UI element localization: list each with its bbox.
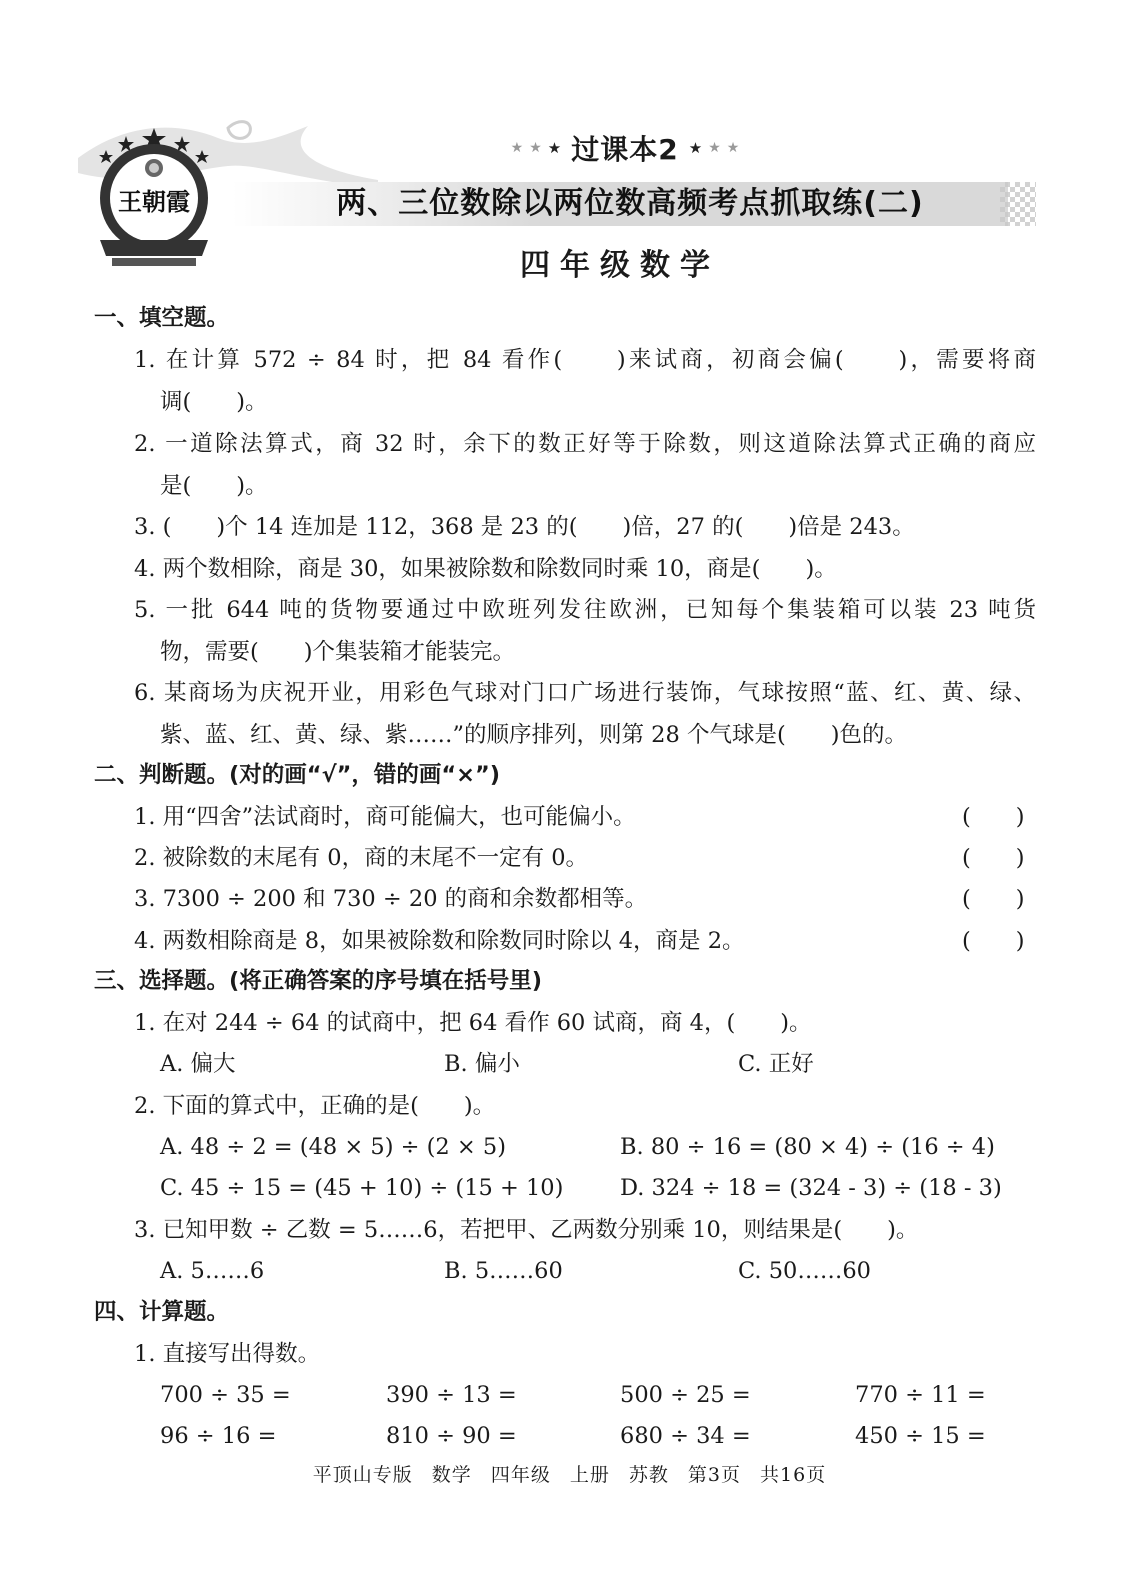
series-banner [490, 128, 760, 168]
judge-answer-paren: ( ) [962, 804, 1025, 830]
choice-option: A. 偏大 [160, 1051, 236, 1077]
choice-option: B. 5……60 [444, 1258, 563, 1284]
star-icon: ★ [726, 140, 740, 156]
choice-option: B. 偏小 [444, 1051, 520, 1077]
publisher-logo [96, 128, 212, 268]
fill-question-5-cont: 物，需要( )个集装箱才能装完。 [160, 639, 516, 665]
star-icon: ★ [708, 140, 721, 156]
star-icon: ★ [547, 139, 562, 157]
fill-question-6: 6. 某商场为庆祝开业，用彩色气球对门口广场进行装饰，气球按照“蓝、红、黄、绿、 [134, 680, 1036, 706]
star-icon: ★ [510, 140, 524, 156]
judge-answer-paren: ( ) [962, 928, 1025, 954]
fill-question-4: 4. 两个数相除，商是 30，如果被除数和除数同时乘 10，商是( )。 [134, 556, 837, 582]
calc-item: 390 ÷ 13 = [386, 1382, 517, 1408]
judge-item: 4. 两数相除商是 8，如果被除数和除数同时除以 4，商是 2。 [134, 928, 745, 954]
fill-question-5: 5. 一批 644 吨的货物要通过中欧班列发往欧洲，已知每个集装箱可以装 23 吨货 [134, 597, 1036, 623]
calc-item: 700 ÷ 35 = [160, 1382, 291, 1408]
page-subtitle: 四年级数学 [520, 248, 720, 283]
choice-option: A. 48 ÷ 2 = (48 × 5) ÷ (2 × 5) [160, 1134, 506, 1160]
judge-item: 2. 被除数的末尾有 0，商的末尾不一定有 0。 [134, 845, 589, 871]
fill-question-6-cont: 紫、蓝、红、黄、绿、紫……”的顺序排列，则第 28 个气球是( )色的。 [160, 722, 907, 748]
page-title: 两、三位数除以两位数高频考点抓取练(二) [336, 186, 924, 221]
judge-item: 1. 用“四舍”法试商时，商可能偏大，也可能偏小。 [134, 804, 636, 830]
calc-question-1: 1. 直接写出得数。 [134, 1341, 321, 1367]
logo-lettering: 王朝霞 [118, 187, 190, 216]
calc-item: 770 ÷ 11 = [855, 1382, 986, 1408]
choice-option: C. 正好 [738, 1051, 814, 1077]
calc-item: 450 ÷ 15 = [855, 1423, 986, 1449]
judge-answer-paren: ( ) [962, 886, 1025, 912]
star-icon: ★ [529, 140, 542, 156]
series-label: 过课本2 [571, 133, 679, 166]
choice-option: A. 5……6 [160, 1258, 265, 1284]
judge-item: 3. 7300 ÷ 200 和 730 ÷ 20 的商和余数都相等。 [134, 886, 648, 912]
section-heading-choice: 三、选择题。(将正确答案的序号填在括号里) [94, 968, 543, 994]
section-heading-fill: 一、填空题。 [94, 305, 230, 331]
fill-question-1-cont: 调( )。 [160, 389, 268, 415]
calc-item: 680 ÷ 34 = [620, 1423, 751, 1449]
fill-question-3: 3. ( )个 14 连加是 112，368 是 23 的( )倍，27 的( )倍是 243。 [134, 514, 915, 540]
choice-option: C. 50……60 [738, 1258, 871, 1284]
choice-option: C. 45 ÷ 15 = (45 + 10) ÷ (15 + 10) [160, 1175, 564, 1201]
choice-question-3: 3. 已知甲数 ÷ 乙数 = 5……6，若把甲、乙两数分别乘 10，则结果是( )。 [134, 1217, 919, 1243]
choice-question-1: 1. 在对 244 ÷ 64 的试商中，把 64 看作 60 试商，商 4，( )。 [134, 1010, 812, 1036]
section-heading-judge: 二、判断题。(对的画“√”，错的画“×”) [94, 762, 501, 788]
choice-option: B. 80 ÷ 16 = (80 × 4) ÷ (16 ÷ 4) [620, 1134, 995, 1160]
choice-question-2: 2. 下面的算式中，正确的是( )。 [134, 1093, 496, 1119]
checker-decoration [1000, 182, 1036, 226]
fill-question-1: 1. 在计算 572 ÷ 84 时，把 84 看作( )来试商，初商会偏( )，需要将商 [134, 347, 1036, 373]
section-heading-calc: 四、计算题。 [94, 1299, 230, 1325]
calc-item: 810 ÷ 90 = [386, 1423, 517, 1449]
calc-item: 96 ÷ 16 = [160, 1423, 277, 1449]
fill-question-2-cont: 是( )。 [160, 473, 268, 499]
choice-option: D. 324 ÷ 18 = (324 - 3) ÷ (18 - 3) [620, 1175, 1002, 1201]
page-footer: 平顶山专版 数学 四年级 上册 苏教 第3页 共16页 [312, 1464, 827, 1486]
judge-answer-paren: ( ) [962, 845, 1025, 871]
calc-item: 500 ÷ 25 = [620, 1382, 751, 1408]
star-icon: ★ [688, 139, 703, 157]
fill-question-2: 2. 一道除法算式，商 32 时，余下的数正好等于除数，则这道除法算式正确的商应 [134, 431, 1036, 457]
